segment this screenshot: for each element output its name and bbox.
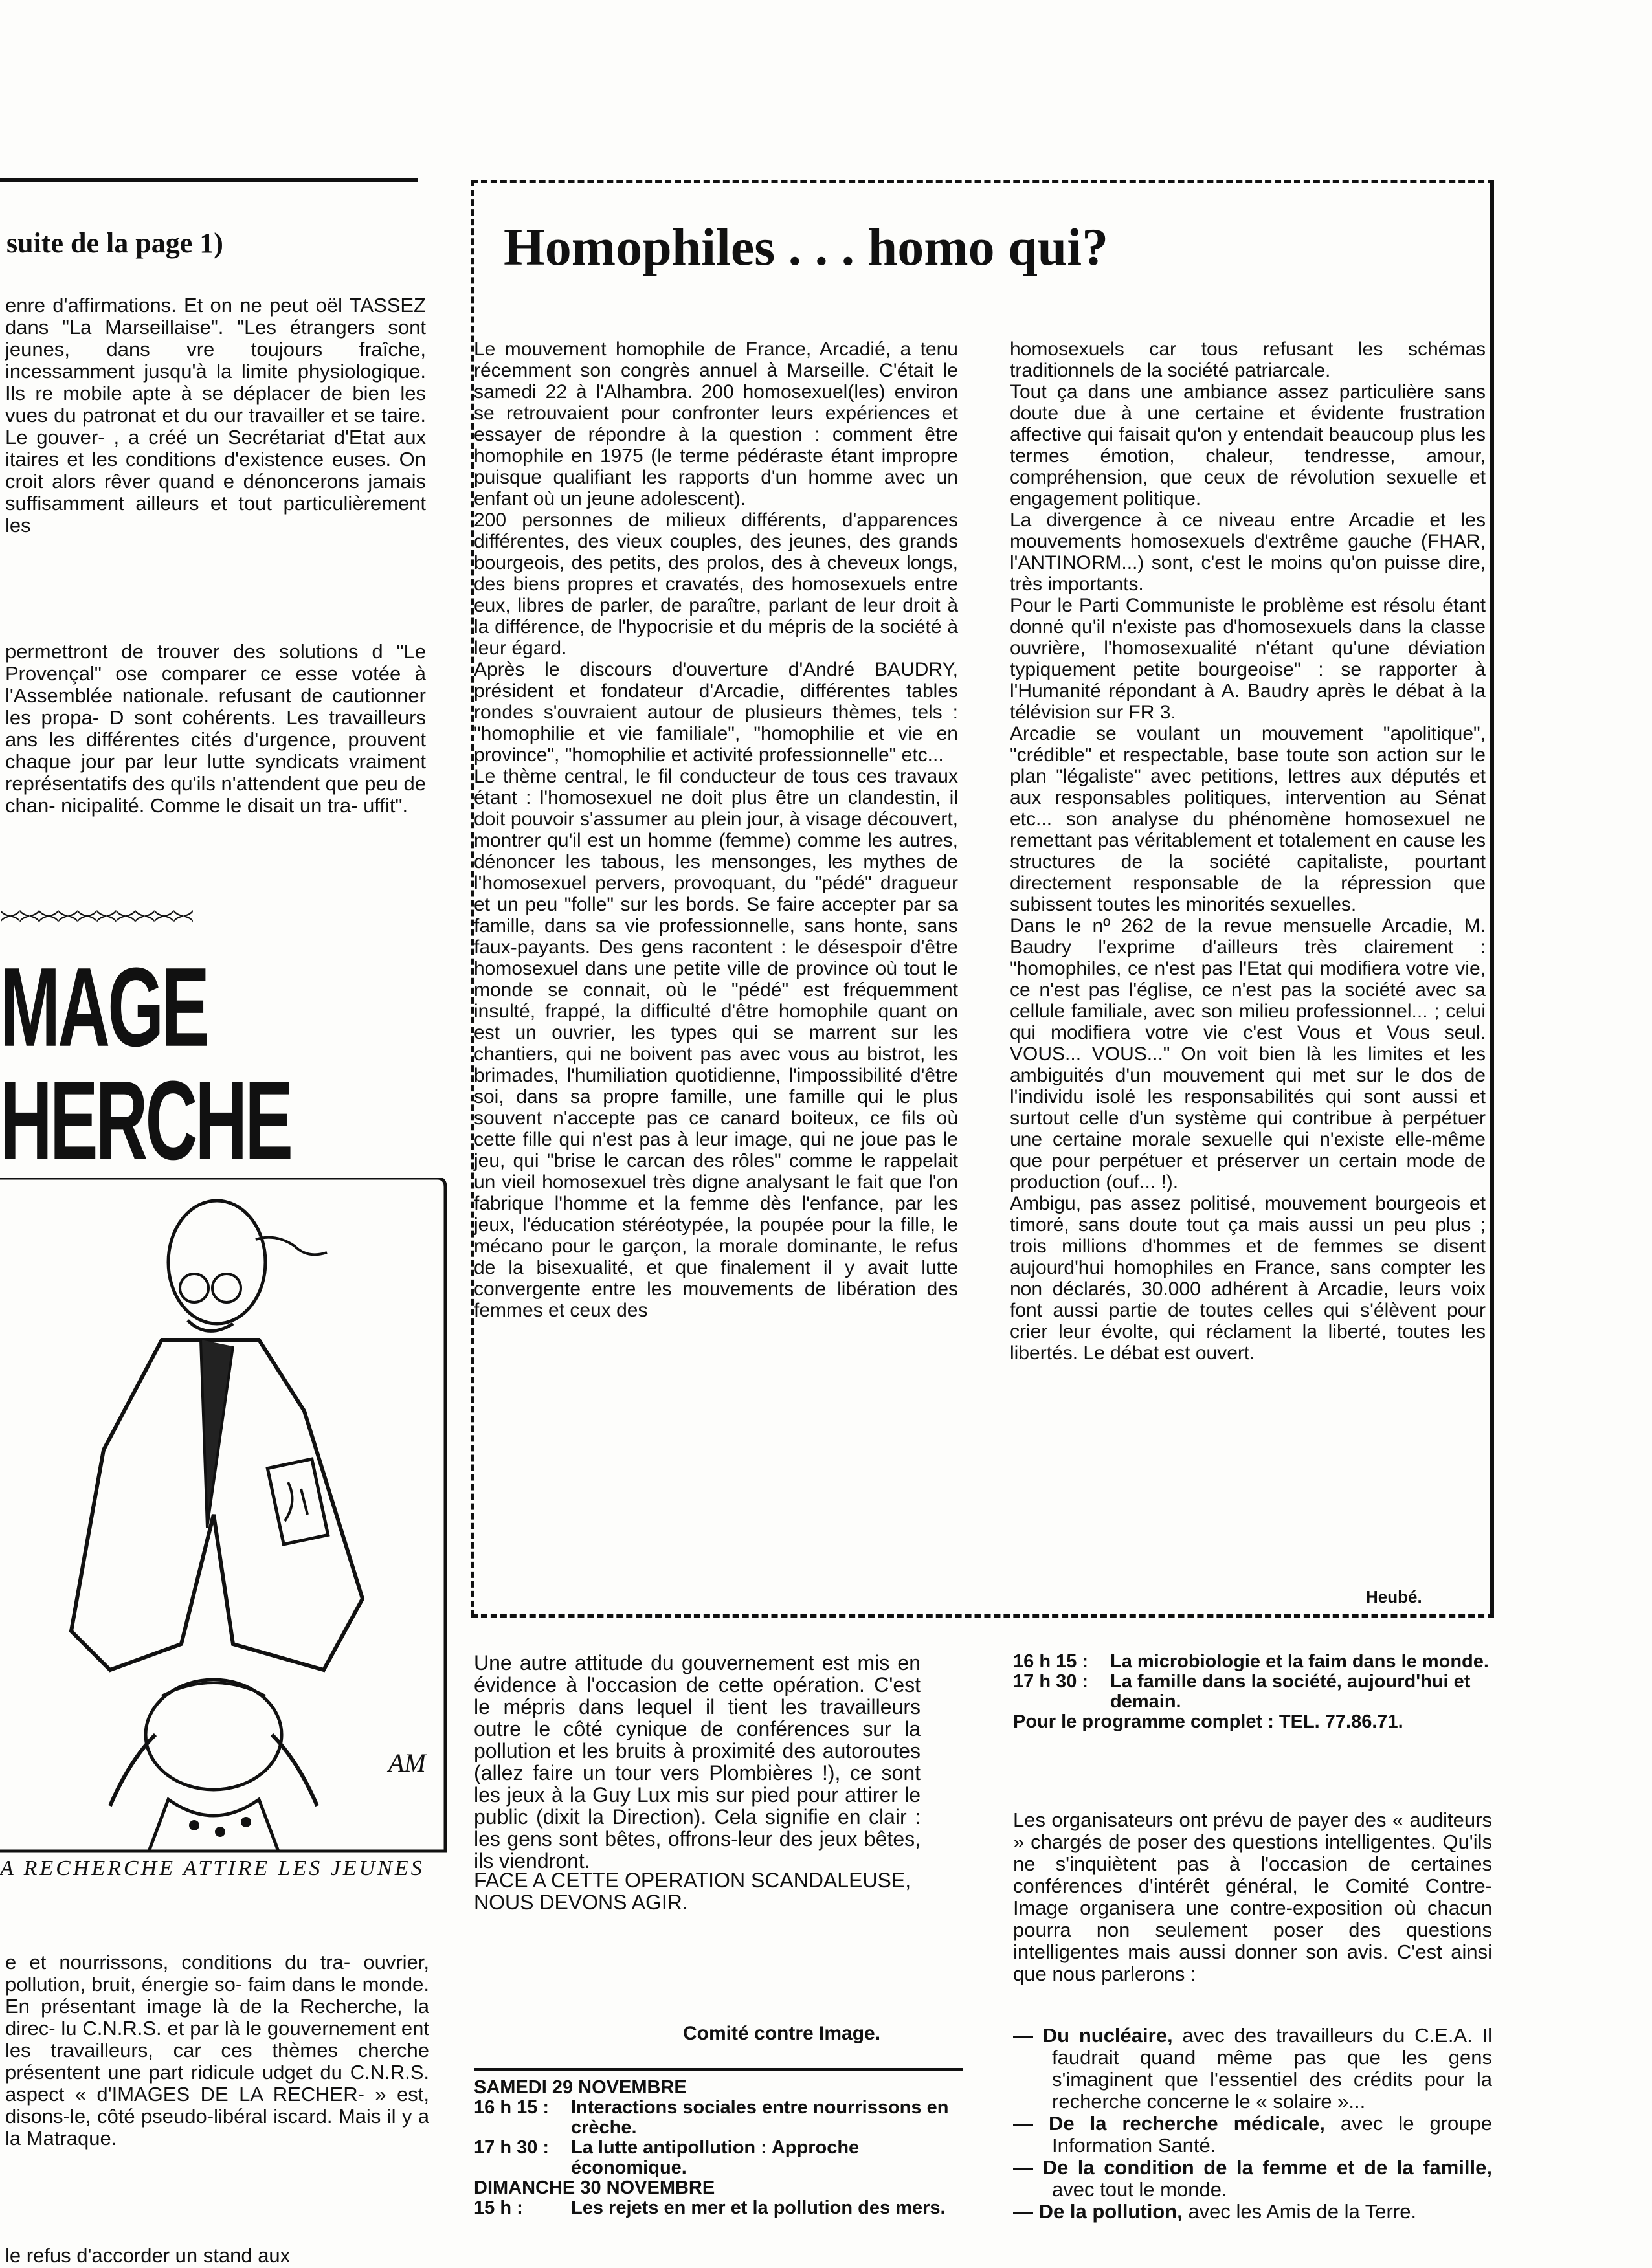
article-col2-paragraph: Tout ça dans une ambiance assez particulière sans doute due à une certaine et évidente frustration affective qui faisait qu'on y entendait beaucoup plus les termes émotion, chaleur, tendresse, amour, compréhension, que ceux de révolution sexuelle et engagement politique. — [1010, 381, 1486, 509]
cartoon-signature: AM — [388, 1748, 426, 1777]
program-day-heading: DIMANCHE 30 NOVEMBRE — [474, 2177, 715, 2198]
middle-paragraph: Une autre attitude du gouvernement est mis en évidence à l'occasion de cette opération. C'est le mépris dans lequel il tient les travailleurs outre le côté cynique de conférences sur la pollution et les bruits à proximité des autoroutes (allez faire un tour vers Plombières !), ce sont les jeux à la Guy Lux mis sur pied pour attirer le public (dixit la Direction). Cela signifie en clair : les gens sont bêtes, offrons-leur des jeux bêtes, ils viendront. — [474, 1651, 921, 1873]
program-title: La lutte antipollution : Approche économique. — [571, 2137, 860, 2178]
bullet-topic: De la pollution, — [1038, 2200, 1183, 2223]
article-signature: Heubé. — [1366, 1587, 1422, 1606]
bullet-dash: — — [1013, 2112, 1033, 2135]
program-time: 17 h 30 : — [1013, 1671, 1089, 1692]
program-schedule-right — [1013, 1652, 1495, 1732]
article-column-1 — [474, 339, 958, 1321]
bullet-item — [1013, 2201, 1492, 2223]
bullet-topic: De la condition de la femme et de la famille, — [1042, 2156, 1492, 2179]
continued-heading: suite de la page 1) — [6, 227, 223, 259]
cartoon-caption: A RECHERCHE ATTIRE LES JEUNES — [0, 1856, 425, 1880]
article-col2-paragraph: La divergence à ce niveau entre Arcadie et les mouvements homosexuels d'extrême gauche (FHAR, l'ANTINORM...) sont, c'est le moins qu'on puisse dire, très importants. — [1010, 509, 1486, 595]
article-col1-paragraph: Le thème central, le fil conducteur de tous ces travaux étant : l'homosexuel ne doit plus être un clandestin, il doit pouvoir s'assumer au plein jour, à visage découvert, montrer qu'il est un homme (femme) comme les autres, dénoncer les tabous, les mensonges, les mythes de l'homosexuel pervers, provoquant, du "pédé" dragueur et un peu "folle" sur les bords. Se faire accepter par sa famille, dans sa vie professionnelle, sans honte, sans faux-payants. Des gens racontent : le désespoir d'être homosexuel dans une petite ville de province où tout le monde se connait, où le "pédé" est fréquemment insulté, frappé, la difficulté d'être homophile quant on est un ouvrier, les types qui se marrent sur les chantiers, qui ne boivent pas avec vous au bistrot, les brimades, l'humiliation quotidienne, l'impossibilité d'être soi, dans sa propre famille, une famille qui le plus souvent n'accepte pas ce canard boiteux, ce fils où cette fille qui n'est pas à leur image, qui ne joue pas le jeu, qui "brise le carcan des rôles" comme le rappelait un vieil homosexuel très digne analysant le fait que l'on fabrique l'homme et la femme dès l'enfance, par les jeux, l'éducation stéréotypée, la poupée pour la fille, le mécano pour le garçon, la morale dominante, le refus de la bisexualité, et que finalement il y avait lutte convergente entre les mouvements de libération des femmes et ceux des — [474, 766, 958, 1321]
ornament-divider: ≻≺≻≺≻≺≻≺≻≺≻≺≻≺≻≺≻≺≻≺ — [0, 905, 193, 926]
bullet-detail: avec tout le monde. — [1052, 2178, 1227, 2201]
bullet-item — [1013, 2113, 1492, 2157]
program-time: 15 h : — [474, 2197, 523, 2218]
program-item — [474, 2138, 963, 2178]
bullet-detail: avec des travailleurs du C.E.A. Il faudrait quand même pas que les gens s'imaginent que l'essentiel des crédits pour la recherche concerne le « solaire »... — [1052, 2024, 1492, 2113]
program-item — [1013, 1672, 1495, 1712]
bullet-topic: Du nucléaire, — [1042, 2024, 1173, 2047]
right-paragraph: Les organisateurs ont prévu de payer des « auditeurs » chargés de poser des questions intelligentes. Qu'ils ne s'inquiètent pas à l'occasion de certaines conférences d'intérêt général, le Comité Contre-Image organisera une contre-exposition où chacun pourra non seulement poser des questions intelligentes mais aussi donner son avis. C'est ainsi que nous parlerons : — [1013, 1808, 1492, 1985]
left-paragraph-3: e et nourrissons, conditions du tra- ouvrier, pollution, bruit, énergie so- faim dans le monde. En présentant image là de la Recherche, la direc- lu C.N.R.S. et par là le gouvernement ent les travailleurs, car ces thèmes cherche présentent une part ridicule udget du C.N.R.S. aspect « d'IMAGES DE LA RECHER- » est, disons-le, côté pseudo-libéral iscard. Mais il y a la Matraque. — [5, 1951, 429, 2150]
program-phone: Pour le programme complet : TEL. 77.86.71. — [1013, 1711, 1403, 1732]
article-col2-paragraph: Ambigu, pas assez politisé, mouvement bourgeois et timoré, sans doute tout ça mais aussi un peu plus ; trois millions d'hommes et de femmes se disent aujourd'hui homophiles en France, sans compter les non déclarés, 30.000 adhérent à Arcadie, leurs voix font aussi partie de toutes celles qui s'élèvent pour crier leur évolte, qui réclament la liberté, toutes les libertés. Le débat est ouvert. — [1010, 1193, 1486, 1364]
section-title-line1: MAGE — [0, 944, 207, 1070]
left-paragraph-2: permettront de trouver des solutions d "Le Provençal" ose comparer ce esse votée à l'Assemblée nationale. refusant de cautionner les propa- D sont cohérents. Les travailleurs ans les différentes cités d'urgence, prouvent chaque jour par leur lutte syndicats vraiment représentatifs des qu'ils n'attendent que peu de chan- nicipalité. Comme le disait un tra- uffit". — [5, 640, 426, 817]
program-day-heading: SAMEDI 29 NOVEMBRE — [474, 2077, 687, 2098]
middle-program-rule — [474, 2068, 963, 2071]
program-time: 16 h 15 : — [1013, 1651, 1089, 1672]
program-title: La microbiologie et la faim dans le monde. — [1110, 1651, 1489, 1672]
right-bullet-list — [1013, 2025, 1492, 2223]
left-paragraph-4: le refus d'accorder un stand aux — [5, 2244, 291, 2267]
bullet-detail: avec les Amis de la Terre. — [1182, 2200, 1417, 2223]
article-column-2 — [1010, 339, 1486, 1364]
program-title: Interactions sociales entre nourrissons en crèche. — [571, 2097, 949, 2138]
program-title: Les rejets en mer et la pollution des mers. — [571, 2197, 946, 2218]
article-box-bottom-border — [471, 1614, 1494, 1618]
left-top-rule — [0, 178, 418, 182]
bullet-topic: De la recherche médicale, — [1048, 2112, 1325, 2135]
program-time: 16 h 15 : — [474, 2097, 550, 2118]
article-box-right-border — [1490, 180, 1494, 1617]
article-box-top-border — [471, 180, 1494, 183]
program-item — [1013, 1652, 1495, 1672]
article-col1-paragraph: Le mouvement homophile de France, Arcadié, a tenu récemment son congrès annuel à Marseille. C'était le samedi 22 à l'Alhambra. 200 homosexuel(les) environ se retrouvaient pour confronter leurs expériences et essayer de répondre à la question : comment être homophile en 1975 (le terme pédéraste étant impropre puisque qualifiant les rapports d'un homme avec un enfant où un jeune adolescent). — [474, 339, 958, 509]
article-col2-paragraph: Dans le nº 262 de la revue mensuelle Arcadie, M. Baudry l'exprime d'ailleurs très clairement : "homophiles, ce n'est pas l'Etat qui modifiera votre vie, ce n'est pas l'église, ce n'est pas la société avec sa cellule familiale, avec son milieu professionnel... ; celui qui modifiera votre vie c'est Vous et Vous seul. VOUS... VOUS..." On voit bien là les limites et les ambiguités d'un mouvement qui met sur le dos de l'individu isolé les responsabilités qui sont aussi et surtout celle d'un système qui contribue à perpétuer une certaine morale sexuelle qui n'existe elle-même que pour perpétuer et préserver un certain mode de production (ouf... !). — [1010, 915, 1486, 1193]
bullet-dash: — — [1013, 2156, 1033, 2179]
middle-call-to-action: FACE A CETTE OPERATION SCANDALEUSE, NOUS DEVONS AGIR. — [474, 1869, 911, 1914]
section-title-line2: HERCHE — [0, 1058, 291, 1183]
bullet-item — [1013, 2025, 1492, 2113]
article-col1-paragraph: Après le discours d'ouverture d'André BAUDRY, président et fondateur d'Arcadie, différentes tables rondes s'ouvraient autour de plusieurs thèmes, tels : "homophilie et vie familiale", "homophilie et vie en province", "homophilie et activité professionnelle" etc... — [474, 659, 958, 766]
left-paragraph-1: enre d'affirmations. Et on ne peut oël TASSEZ dans "La Marseillaise". "Les étrangers sont jeunes, dans vre toujours fraîche, incessamment jusqu'à la limite physiologique. Ils re mobile apte à se déplacer de bien les vues du patronat et du our travailler et se taire. Le gouver- , a créé un Secrétariat d'Etat aux itaires et les conditions d'existence euses. On croit alors rêver quand e dénoncerons jamais suffisamment ailleurs et tout particulièrement les — [5, 294, 426, 537]
article-col1-paragraph: 200 personnes de milieux différents, d'apparences différentes, des vieux couples, des jeunes, des grands bourgeois, des petits, des prolos, des à cheveux longs, des biens propres et cravatés, des homosexuels entre eux, libres de parler, de paraître, parlant de leur droit à la différence, de l'hypocrisie et du mépris de la société à leur égard. — [474, 509, 958, 659]
bullet-dash: — — [1013, 2200, 1033, 2223]
program-time: 17 h 30 : — [474, 2137, 550, 2158]
program-item — [474, 2198, 963, 2218]
article-title: Homophiles . . . homo qui? — [504, 217, 1109, 276]
article-col2-paragraph: Arcadie se voulant un mouvement "apolitique", "crédible" et respectable, base toute son action sur le plan "légaliste" avec petitions, lettres aux députés et aux responsables politiques, intervention au Sénat etc... son analyse du phénomène homosexuel ne remettant pas véritablement et totalement en cause les structures de la société capitaliste, pourtant directement responsable de la répression que subissent toutes les minorités sexuelles. — [1010, 723, 1486, 915]
cartoon-panel — [0, 1178, 447, 1864]
article-col2-paragraph: Pour le Parti Communiste le problème est résolu étant donné qu'il n'existe pas d'homosexuels dans la classe ouvrière, l'homosexualité n'étant qu'une déviation typiquement petite bourgeoise" : se rapporter à l'Humanité répondant à A. Baudry après le débat à la télévision sur FR 3. — [1010, 595, 1486, 723]
bullet-detail: avec le groupe Information Santé. — [1052, 2112, 1492, 2157]
middle-signature: Comité contre Image. — [683, 2023, 881, 2044]
bullet-item — [1013, 2157, 1492, 2201]
program-title: La famille dans la société, aujourd'hui et demain. — [1110, 1671, 1471, 1712]
bullet-dash: — — [1013, 2024, 1033, 2047]
article-col2-paragraph: homosexuels car tous refusant les schémas traditionnels de la société patriarcale. — [1010, 339, 1486, 381]
cartoon-illustration — [0, 1178, 447, 1864]
program-item — [474, 2098, 963, 2138]
program-schedule-middle — [474, 2078, 963, 2218]
